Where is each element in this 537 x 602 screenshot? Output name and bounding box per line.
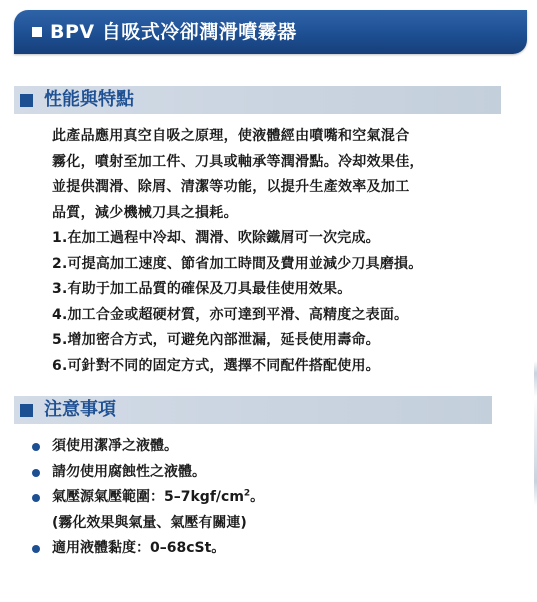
feature-item: 5.增加密合方式，可避免內部泄漏，延長使用壽命。	[52, 332, 380, 348]
pressure-suffix: 。	[250, 489, 265, 505]
note-text: 須使用潔凈之液體。	[52, 438, 178, 454]
section-square-icon	[20, 404, 33, 417]
section-title-features: 性能與特點	[44, 89, 134, 110]
note-text: 請勿使用腐蝕性之液體。	[52, 463, 206, 480]
feature-item: 3.有助于加工品質的確保及刀具最佳使用效果。	[52, 281, 352, 297]
banner-square-icon	[32, 27, 42, 37]
features-list	[52, 226, 522, 379]
feature-item: 2.可提高加工速度、節省加工時間及費用並減少刀具磨損。	[52, 255, 423, 272]
bullet-icon	[32, 494, 40, 502]
page-title: BPV 自吸式冷卻潤滑噴霧器	[50, 21, 297, 43]
title-banner	[14, 10, 527, 54]
feature-item: 1.在加工過程中冷却、潤滑、吹除鐵屑可一次完成。	[52, 230, 380, 246]
section-square-icon	[20, 94, 33, 107]
bullet-icon	[32, 545, 40, 553]
bullet-icon	[32, 469, 40, 477]
pressure-superscript: 2	[243, 488, 251, 499]
description-line: 並提供潤滑、除屑、清潔等功能，以提升生產效率及加工	[52, 179, 410, 195]
notes-list	[30, 434, 510, 562]
note-text: (霧化效果與氣量、氣壓有關連)	[52, 514, 247, 531]
note-text: 適用液體黏度：0–68cSt。	[52, 540, 226, 556]
description-line: 此產品應用真空自吸之原理，使液體經由噴嘴和空氣混合	[52, 128, 410, 144]
note-item	[30, 434, 510, 460]
section-header-notes	[14, 396, 492, 424]
feature-item: 6.可針對不同的固定方式，選擇不同配件搭配使用。	[52, 357, 380, 374]
features-description	[52, 124, 514, 226]
note-item	[30, 460, 510, 486]
description-line: 品質，減少機械刀具之損耗。	[52, 204, 238, 221]
section-header-features	[14, 86, 501, 114]
note-text: 氣壓源氣壓範圍：5–7kgf/cm	[52, 489, 244, 505]
note-item	[30, 511, 510, 537]
note-item	[30, 536, 510, 562]
note-item	[30, 485, 510, 511]
bullet-icon	[32, 443, 40, 451]
section-title-notes: 注意事項	[44, 399, 116, 420]
feature-item: 4.加工合金或超硬材質，亦可達到平滑、高精度之表面。	[52, 306, 409, 323]
description-line: 霧化，噴射至加工件、刀具或軸承等潤滑點。冷却效果佳，	[52, 153, 424, 170]
